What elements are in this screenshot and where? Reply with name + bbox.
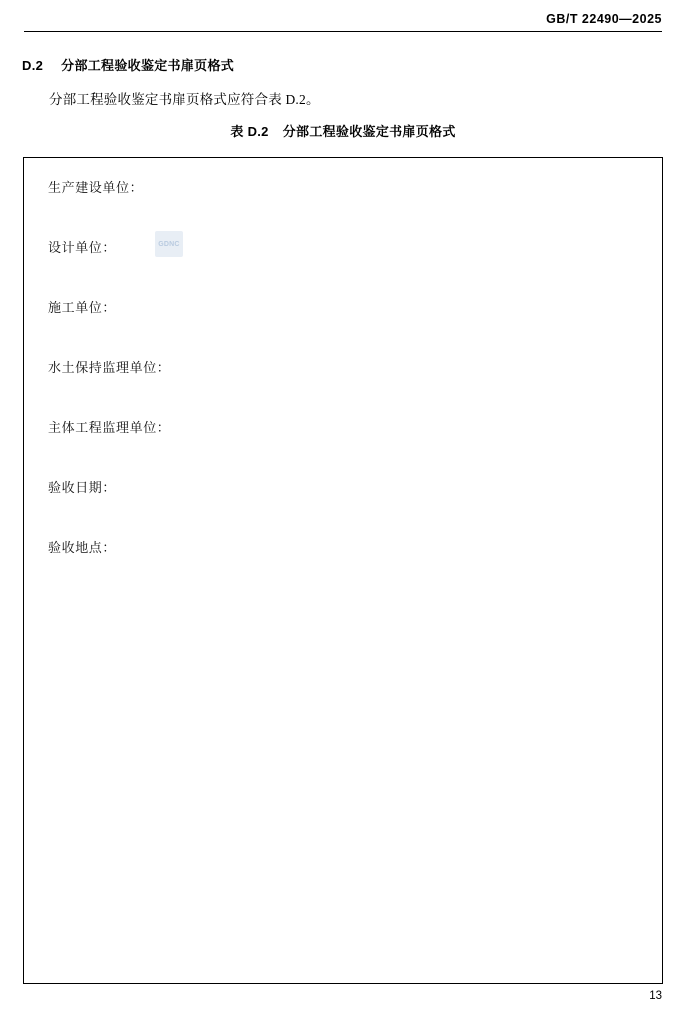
page-number: 13 <box>649 990 662 1002</box>
form-field-design-unit: 设计单位： <box>48 240 117 255</box>
section-paragraph: 分部工程验收鉴定书扉页格式应符合表 D.2。 <box>49 92 320 107</box>
form-field-main-project-supervision-unit: 主体工程监理单位： <box>48 420 171 435</box>
section-heading <box>22 55 234 74</box>
section-title: 分部工程验收鉴定书扉页格式 <box>61 58 235 73</box>
page-header-standard-number: GB/T 22490—2025 <box>546 12 662 26</box>
table-caption-title: 分部工程验收鉴定书扉页格式 <box>282 124 456 139</box>
form-field-acceptance-date: 验收日期： <box>48 480 117 495</box>
watermark-stamp-icon: GDNC <box>155 231 183 257</box>
form-field-construction-unit: 生产建设单位： <box>48 180 144 195</box>
form-cover-page-box <box>23 157 663 984</box>
section-number: D.2 <box>22 58 44 73</box>
table-caption <box>0 121 686 140</box>
header-divider <box>24 31 662 32</box>
form-field-施工-unit: 施工单位： <box>48 300 117 315</box>
table-caption-label: 表 D.2 <box>230 124 269 139</box>
form-field-acceptance-location: 验收地点： <box>48 540 117 555</box>
form-field-soil-conservation-supervision-unit: 水土保持监理单位： <box>48 360 171 375</box>
form-field-list <box>24 158 662 598</box>
